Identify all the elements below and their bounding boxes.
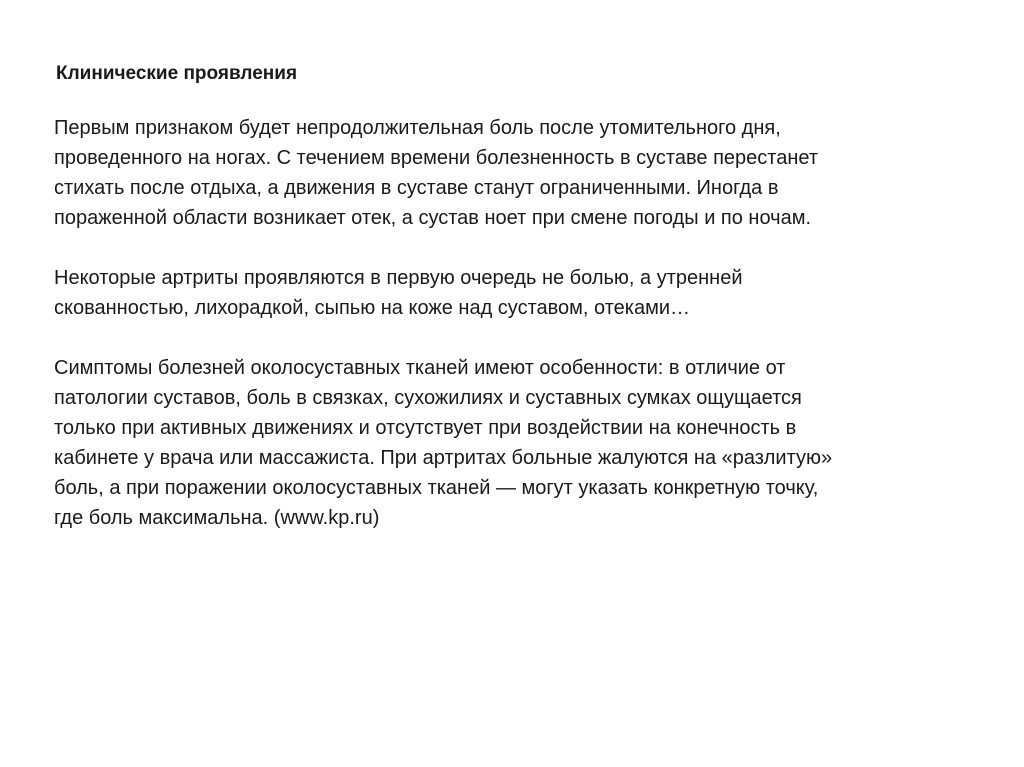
text-line: стихать после отдыха, а движения в суставе станут ограниченными. Иногда в bbox=[54, 177, 779, 199]
text-line: кабинете у врача или массажиста. При артритах больные жалуются на «разлитую» bbox=[54, 447, 833, 469]
text-line: Некоторые артриты проявляются в первую очередь не болью, а утренней bbox=[54, 267, 743, 289]
paragraph-periarticular bbox=[54, 353, 984, 533]
text-line: пораженной области возникает отек, а сустав ноет при смене погоды и по ночам. bbox=[54, 207, 812, 229]
text-line: патологии суставов, боль в связках, сухожилиях и суставных сумках ощущается bbox=[54, 387, 802, 409]
paragraph-clinical-signs bbox=[54, 113, 984, 233]
text-line: только при активных движениях и отсутствует при воздействии на конечность в bbox=[54, 417, 797, 439]
text-line: скованностью, лихорадкой, сыпью на коже над суставом, отеками… bbox=[54, 297, 690, 319]
text-line: Симптомы болезней околосуставных тканей имеют особенности: в отличие от bbox=[54, 357, 786, 379]
text-line: где боль максимальна. (www.kp.ru) bbox=[54, 507, 380, 529]
slide-body bbox=[54, 113, 984, 563]
text-line: боль, а при поражении околосуставных тканей — могут указать конкретную точку, bbox=[54, 477, 819, 499]
text-line: Первым признаком будет непродолжительная боль после утомительного дня, bbox=[54, 117, 781, 139]
slide-title: Клинические проявления bbox=[56, 63, 298, 84]
text-line: проведенного на ногах. С течением времени болезненность в суставе перестанет bbox=[54, 147, 818, 169]
paragraph-arthritis bbox=[54, 263, 984, 323]
